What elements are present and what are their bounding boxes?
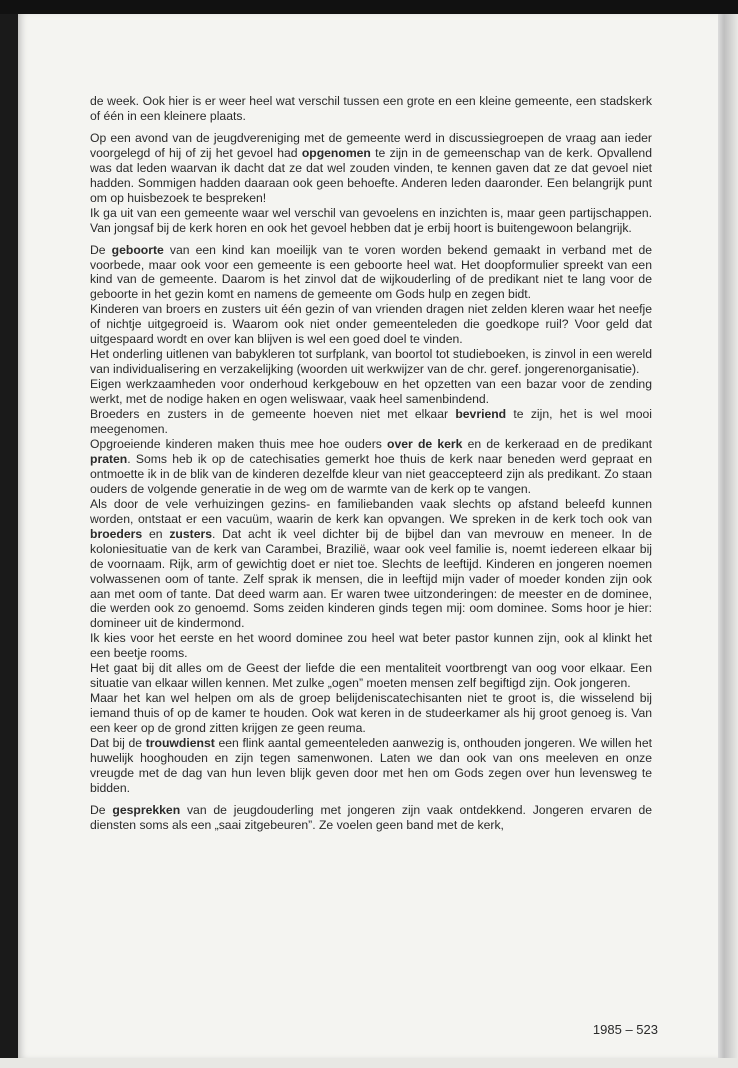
- bold-keyword: bevriend: [455, 407, 507, 422]
- text-run: van een kind kan moeilijk van te voren worden bekend gemaakt in verband met de voorbede, maar ook voor een gemeente is een geboorte heel wat. Het doopformulier spreekt van een kind van de gemeente. Daarom is het zinvol dat de wijkouderling of de predikant niet te lang voor de geboorte in het gezin komt en namens de gemeente om Gods hulp en zegen bidt.: [90, 242, 653, 302]
- bold-keyword: geboorte: [111, 242, 164, 257]
- body-text: [90, 94, 652, 833]
- text-run: Maar het kan wel helpen om als de groep belijdeniscatechisanten niet te groot is, die wisselend bij iemand thuis of op de kamer te houden. Ook wat keren in de studeerkamer als hij groot genoeg is. Van een keer op de grond zitten krijgen ze geen reuma.: [90, 691, 652, 736]
- text-run: Broeders en zusters in de gemeente hoeven niet met elkaar: [90, 407, 456, 422]
- text-run: Dat bij de: [90, 736, 146, 751]
- bold-keyword: opgenomen: [301, 145, 371, 160]
- paragraph: [90, 497, 652, 632]
- text-run: te zijn, het is wel mooi meegenomen.: [90, 407, 653, 437]
- paragraph: [90, 94, 652, 124]
- bold-keyword: praten: [90, 451, 128, 466]
- text-run: Kinderen van broers en zusters uit één gezin of van vrienden dragen niet zelden kleren waar het neefje of nichtje uitgegroeid is. Waarom ook niet onder gemeenteleden die goedkope ruil? Voor geld dat uitgespaard wordt en over kan blijven is wel een goed doel te vinden.: [90, 302, 652, 347]
- paragraph: [90, 631, 652, 661]
- bold-keyword: broeders: [90, 526, 143, 541]
- paragraph: [90, 206, 652, 236]
- bold-keyword: trouwdienst: [145, 736, 215, 751]
- paragraph: [90, 661, 652, 691]
- paragraph: [90, 302, 652, 347]
- text-run: en: [142, 526, 170, 541]
- page-edge: [718, 14, 738, 1058]
- text-run: . Soms heb ik op de catechisaties gemerkt hoe thuis de kerk naar beneden werd gepraat en ontmoette ik in de blik van de kinderen dezelfde kleur van niet geaccepteerd zijn als predikant. Zo staan ouders de volgende generatie in de weg om de warmte van de kerk op te vangen.: [90, 451, 652, 496]
- text-run: en de kerkeraad en de predikant: [462, 436, 653, 451]
- bold-keyword: zusters: [169, 526, 212, 541]
- document-page: [18, 14, 718, 1058]
- paragraph: [90, 243, 652, 303]
- text-run: Als door de vele verhuizingen gezins- en familiebanden vaak slechts op afstand beleefd kunnen worden, ontstaat er een vacuüm, waarin de kerk kan opvangen. We spreken in de kerk toch ook van: [90, 496, 652, 526]
- bold-keyword: gesprekken: [112, 802, 181, 817]
- paragraph: [90, 131, 652, 206]
- text-run: Opgroeiende kinderen maken thuis mee hoe ouders: [90, 436, 388, 451]
- paragraph: [90, 437, 652, 497]
- paragraph: [90, 736, 652, 796]
- text-run: van de jeugdouderling met jongeren zijn vaak ontdekkend. Jongeren ervaren de diensten soms als een „saai zitgebeuren”. Ze voelen geen band met de kerk,: [90, 802, 652, 832]
- scan-border-top: [0, 0, 738, 14]
- text-run: Het gaat bij dit alles om de Geest der liefde die een mentaliteit voortbrengt van oog voor elkaar. Een situatie van elkaar willen kennen. Met zulke „ogen” moeten mensen zelf begiftigd zijn. Ook jongeren.: [90, 661, 652, 691]
- text-run: Ik ga uit van een gemeente waar wel verschil van gevoelens en inzichten is, maar geen partijschappen. Van jongsaf bij de kerk horen en ook het gevoel hebben dat je erbij hoort is buitengewoon belangrijk.: [90, 205, 652, 235]
- text-run: Het onderling uitlenen van babykleren tot surfplank, van boortol tot studieboeken, is zinvol in een wereld van individualisering en verzakelijking (woorden uit werkwijzer van de chr. geref. jongerenorganisatie).: [90, 347, 652, 377]
- paragraph: [90, 347, 652, 377]
- paragraph: [90, 407, 652, 437]
- text-run: . Dat acht ik veel dichter bij de bijbel dan van mevrouw en meneer. In de koloniesituatie van de kerk van Carambei, Brazilië, waar ook veel familie is, noemt iedereen elkaar bij de voornaam. Rijk, arm of gewichtig doet er niet toe. Slechts de leeftijd. Kinderen en jongeren noemen volwassenen oom of tante. Zelf sprak ik mensen, die in leeftijd mijn vader of moeder konden zijn ook aan met oom of tante. Dat deed warm aan. Er waren twee uitzonderingen: de meester en de dominee, die werden ook zo genoemd. Soms zeiden kinderen ginds tegen mij: oom dominee. Soms hoor je hier: domineer uit de kindermond.: [90, 526, 652, 631]
- paragraph: [90, 691, 652, 736]
- text-run: Eigen werkzaamheden voor onderhoud kerkgebouw en het opzetten van een bazar voor de zending werkt, met de nodige haken en ogen weliswaar, vaak heel samenbindend.: [90, 377, 652, 407]
- text-run: de week. Ook hier is er weer heel wat verschil tussen een grote en een kleine gemeente, een stadskerk of één in een kleinere plaats.: [90, 94, 652, 123]
- paragraph: [90, 803, 652, 833]
- text-run: Op een avond van de jeugdvereniging met de gemeente werd in discussiegroepen de vraag aan ieder voorgelegd of hij of zij het gevoel had: [90, 130, 652, 160]
- text-run: De: [90, 802, 113, 817]
- text-run: Ik kies voor het eerste en het woord dominee zou heel wat beter pastor kunnen zijn, ook al klinkt het een beetje rooms.: [90, 631, 652, 661]
- page-number: 1985 – 523: [592, 1022, 658, 1037]
- text-run: te zijn in de gemeenschap van de kerk. Opvallend was dat leden waarvan ik dacht dat ze dat wel zouden vinden, te kennen gaven dat ze dat gevoel niet hadden. Sommigen hadden daaraan ook geen behoefte. Anderen leden daaronder. Een belangrijk punt om op huisbezoek te bespreken!: [90, 145, 652, 205]
- text-run: De: [90, 242, 112, 257]
- scan-border-bottom: [0, 1058, 738, 1068]
- paragraph: [90, 377, 652, 407]
- text-run: een flink aantal gemeenteleden aanwezig is, onthouden jongeren. We willen het huwelijk hooghouden en zijn tegen samenwonen. Laten we dan ook van ons meeleven en onze vreugde met de dag van hun leven blijk geven door met hen om Gods zegen over hun levensweg te bidden.: [90, 736, 652, 795]
- bold-keyword: over de kerk: [387, 436, 463, 451]
